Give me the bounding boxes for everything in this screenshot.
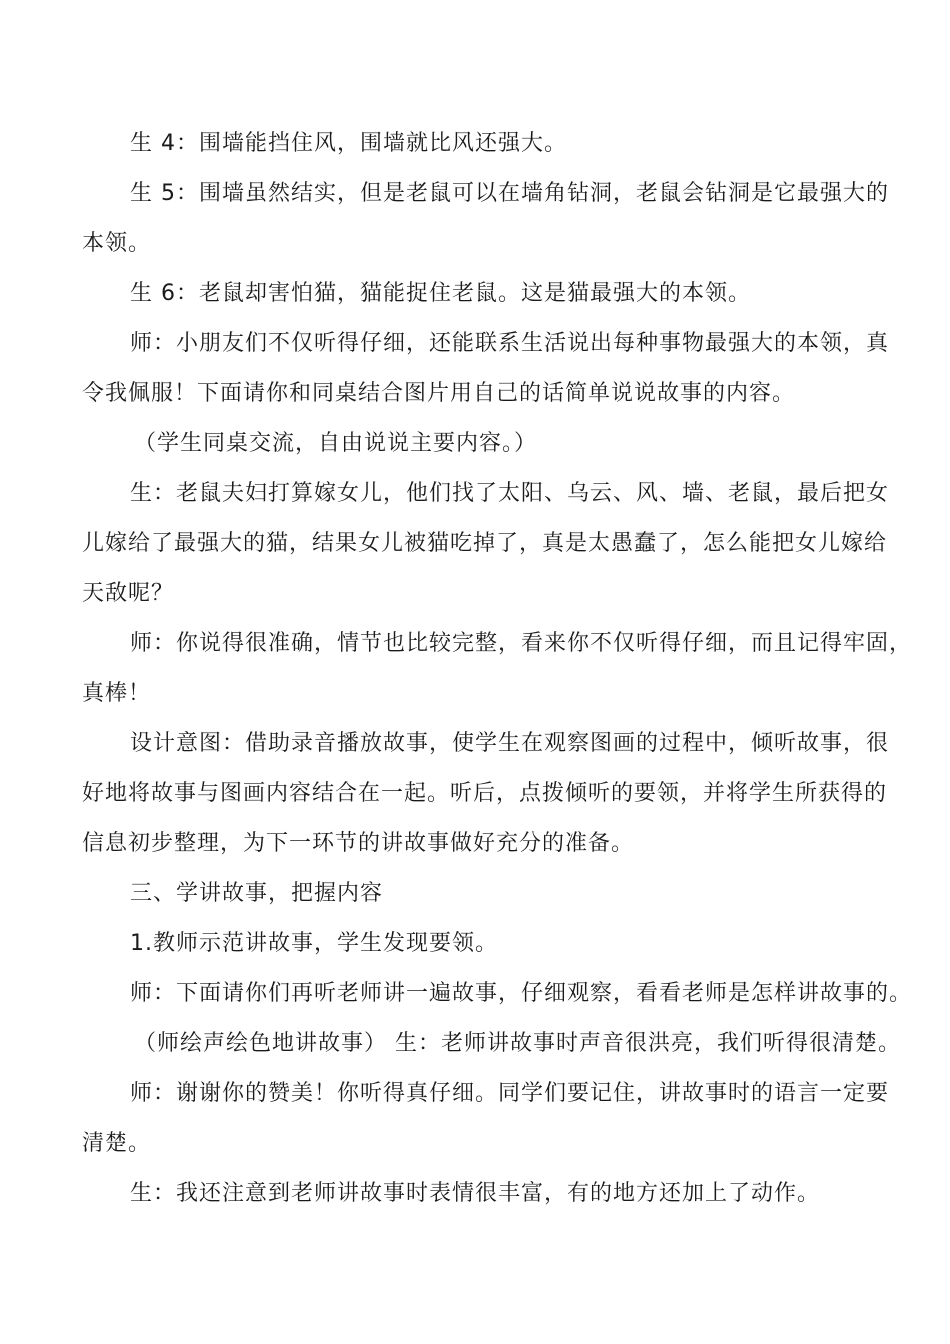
paragraph-line: 天敌呢？ (82, 581, 175, 606)
paragraph-line: 生：老鼠夫妇打算嫁女儿，他们找了太阳、乌云、风、墙、老鼠，最后把女 (130, 481, 890, 506)
section-heading: 三、学讲故事，把握内容 (130, 881, 384, 906)
paragraph-line: 清楚。 (82, 1131, 152, 1156)
paragraph-line: 生 6：老鼠却害怕猫，猫能捉住老鼠。这是猫最强大的本领。 (130, 281, 751, 306)
paragraph-line: 令我佩服！下面请你和同桌结合图片用自己的话简单说说故事的内容。 (82, 381, 796, 406)
paragraph-line: 师：你说得很准确，情节也比较完整，看来你不仅听得仔细，而且记得牢固， (130, 631, 913, 656)
paragraph-line: 生 4：围墙能挡住风，围墙就比风还强大。 (130, 131, 567, 156)
paragraph-line: 儿嫁给了最强大的猫，结果女儿被猫吃掉了，真是太愚蠢了，怎么能把女儿嫁给 (82, 531, 888, 556)
paragraph-line: 信息初步整理，为下一环节的讲故事做好充分的准备。 (82, 831, 635, 856)
paragraph-line: 真棒！ (82, 681, 152, 706)
paragraph-line: 生：我还注意到老师讲故事时表情很丰富，有的地方还加上了动作。 (130, 1181, 821, 1206)
paragraph-line: 设计意图：借助录音播放故事，使学生在观察图画的过程中，倾听故事，很 (130, 731, 890, 756)
paragraph-line: 好地将故事与图画内容结合在一起。听后，点拨倾听的要领，并将学生所获得的 (82, 781, 888, 806)
paragraph-line: 生 5：围墙虽然结实，但是老鼠可以在墙角钻洞，老鼠会钻洞是它最强大的 (130, 181, 889, 206)
paragraph-line: 师：下面请你们再听老师讲一遍故事，仔细观察，看看老师是怎样讲故事的。 (130, 981, 913, 1006)
paragraph-line: （学生同桌交流，自由说说主要内容。） (134, 431, 538, 456)
paragraph-line: 本领。 (82, 231, 152, 256)
paragraph-line: 师：谢谢你的赞美！你听得真仔细。同学们要记住，讲故事时的语言一定要 (130, 1081, 890, 1106)
paragraph-line: 师：小朋友们不仅听得仔细，还能联系生活说出每种事物最强大的本领，真 (130, 331, 890, 356)
paragraph-line: 1.教师示范讲故事，学生发现要领。 (130, 931, 498, 956)
paragraph-line: （师绘声绘色地讲故事） 生：老师讲故事时声音很洪亮，我们听得很清楚。 (134, 1031, 901, 1056)
